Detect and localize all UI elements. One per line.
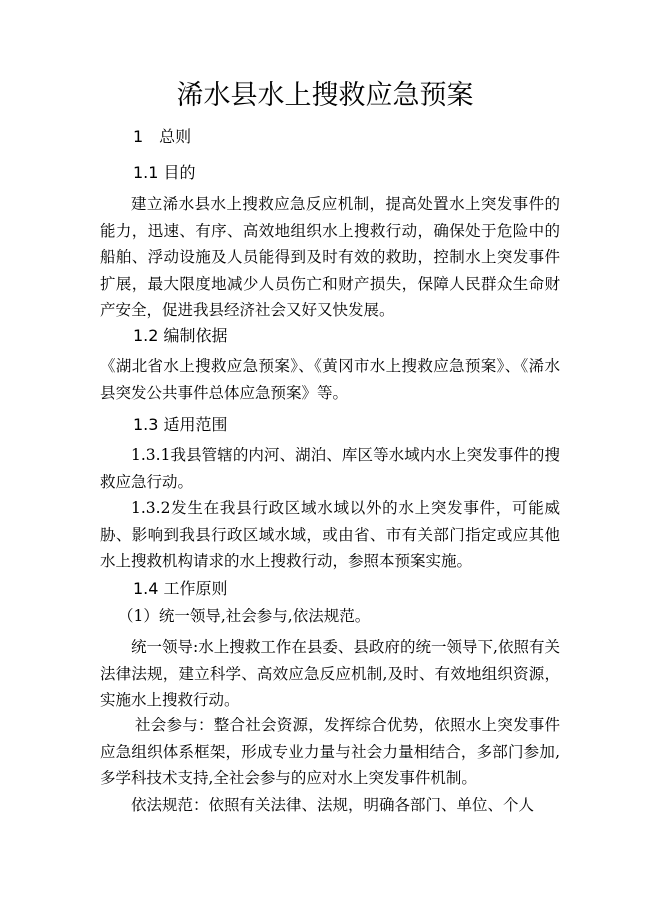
section-heading-purpose: 1.1 目的 [133, 163, 196, 182]
section-heading-scope: 1.3 适用范围 [133, 415, 228, 434]
basis-paragraph: 《湖北省水上搜救应急预案》、《黄冈市水上搜救应急预案》、《浠水县突发公共事件总体应急预案》等。 [100, 357, 560, 402]
scope-paragraph-1: 1.3.1我县管辖的内河、湖泊、库区等水域内水上突发事件的搜救应急行动。 [100, 446, 560, 491]
social-participation-paragraph: 社会参与：整合社会资源，发挥综合优势，依照水上突发事件应急组织体系框架，形成专业力量与社会力量相结合，多部门参加,多学科技术支持,全社会参与的应对水上突发事件机制。 [100, 716, 560, 787]
section-heading-general: 1 总则 [133, 127, 192, 146]
lawful-norms-paragraph: 依法规范：依照有关法律、法规，明确各部门、单位、个人 [131, 796, 535, 814]
scope-paragraph-2: 1.3.2发生在我县行政区域水域以外的水上突发事件，可能威胁、影响到我县行政区域水域，或由省、市有关部门指定或应其他水上搜救机构请求的水上搜救行动，参照本预案实施。 [100, 499, 560, 570]
principle-item-1: （1）统一领导,社会参与,依法规范。 [118, 607, 371, 625]
document-title: 浠水县水上搜救应急预案 [176, 80, 474, 111]
unified-leadership-paragraph: 统一领导:水上搜救工作在县委、县政府的统一领导下,依照有关法律法规，建立科学、高效应急反应机制,及时、有效地组织资源，实施水上搜救行动。 [100, 638, 560, 709]
section-heading-principles: 1.4 工作原则 [133, 579, 228, 598]
purpose-paragraph: 建立浠水县水上搜救应急反应机制，提高处置水上突发事件的能力，迅速、有序、高效地组织水上搜救行动，确保处于危险中的船舶、浮动设施及人员能得到及时有效的救助，控制水上突发事件扩展，最大限度地减少人员伤亡和财产损失，保障人民群众生命财产安全，促进我县经济社会又好又快发展。 [100, 195, 560, 319]
section-heading-basis: 1.2 编制依据 [133, 326, 228, 345]
